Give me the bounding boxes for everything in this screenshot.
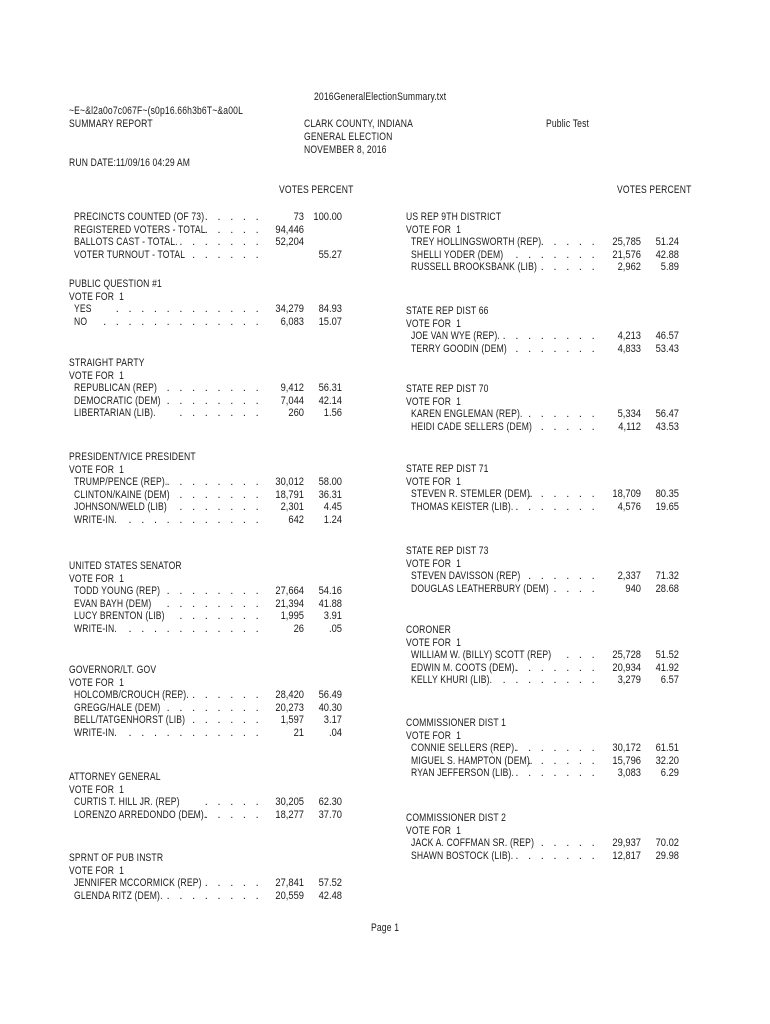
candidate-label: CLINTON/KAINE (DEM) [74, 488, 170, 501]
candidate-label: STEVEN DAVISSON (REP) [411, 570, 521, 583]
percent-value: 100.00 [313, 211, 342, 223]
candidate-label: JOHNSON/WELD (LIB) [74, 501, 167, 514]
leader-dots: . . . . . . . . . . . . [115, 303, 262, 316]
candidate-label: REPUBLICAN (REP) [74, 382, 158, 395]
leader-dots: . . . . . . . . [166, 889, 262, 902]
candidate-label: REGISTERED VOTERS - TOTAL [74, 223, 206, 236]
percent-value: 6.57 [660, 674, 679, 687]
votes-value: 20,559 [275, 889, 304, 902]
leader-dots: . . . . . . [528, 408, 598, 421]
candidate-label: WRITE-IN. [74, 514, 117, 526]
percent-value: 36.31 [318, 488, 342, 501]
votes-value: 18,791 [275, 488, 304, 501]
votes-value: 2,337 [617, 570, 641, 583]
vote-for-label: VOTE FOR 1 [406, 729, 462, 742]
percent-value: 1.56 [323, 407, 342, 420]
candidate-label: LIBERTARIAN (LIB). [74, 407, 156, 420]
leader-dots: . . . . . [540, 582, 598, 595]
right-column-headers: VOTES PERCENT [617, 184, 692, 196]
percent-value: 54.16 [318, 585, 342, 598]
election-name: GENERAL ELECTION [304, 131, 393, 143]
contest-title: US REP 9TH DISTRICT [406, 211, 502, 223]
votes-value: 30,205 [275, 796, 304, 809]
votes-value: 29,937 [612, 837, 641, 850]
leader-dots: . . . . . . . [515, 500, 598, 513]
leader-dots: . . . . . . . . [502, 674, 598, 687]
percent-value: .05 [328, 623, 342, 635]
leader-dots: . . . . . . [192, 808, 262, 821]
leader-dots: . . . . . . . . [166, 394, 262, 407]
percent-value: 29.98 [655, 849, 679, 862]
votes-value: 27,664 [275, 585, 304, 598]
candidate-label: JACK A. COFFMAN SR. (REP) [411, 837, 535, 850]
page-number: Page 1 [371, 922, 400, 934]
votes-value: 27,841 [275, 877, 304, 890]
contest-title: SPRNT OF PUB INSTR [69, 852, 164, 864]
candidate-label: JOE VAN WYE (REP). [411, 330, 500, 343]
candidate-label: EVAN BAYH (DEM) [74, 597, 152, 610]
vote-for-label: VOTE FOR 1 [406, 223, 462, 236]
votes-value: 9,412 [280, 382, 304, 395]
percent-value: 42.88 [655, 248, 679, 261]
candidate-label: TRUMP/PENCE (REP). [74, 476, 168, 489]
leader-dots: . . . . . . . [179, 501, 262, 514]
percent-value: 42.14 [318, 394, 342, 407]
candidate-label: WILLIAM W. (BILLY) SCOTT (REP) [411, 649, 552, 662]
leader-dots: . . . . . . [192, 248, 262, 261]
contest-title: COMMISSIONER DIST 2 [406, 812, 507, 824]
leader-dots: . . . . . . . . [166, 382, 262, 395]
leader-dots: . . . . . . . [179, 236, 262, 249]
candidate-label: MIGUEL S. HAMPTON (DEM). [411, 754, 533, 767]
votes-value: 25,728 [612, 649, 641, 662]
vote-for-label: VOTE FOR 1 [69, 864, 125, 877]
leader-dots: . . . . . . . [515, 742, 598, 755]
percent-value: 42.48 [318, 889, 342, 902]
votes-value: 28,420 [275, 689, 304, 702]
leader-dots: . . . . . . . [515, 849, 598, 862]
percent-value: 6.29 [660, 767, 679, 780]
contest-title: GOVERNOR/LT. GOV [69, 664, 157, 676]
candidate-label: LORENZO ARREDONDO (DEM). [74, 808, 207, 821]
votes-value: 15,796 [612, 754, 641, 767]
candidate-label: TREY HOLLINGSWORTH (REP) [411, 236, 542, 249]
leader-dots: . . . . . . . [179, 610, 262, 623]
candidate-label: HEIDI CADE SELLERS (DEM) [411, 420, 533, 433]
contest-title: STATE REP DIST 70 [406, 383, 489, 395]
candidate-label: BELL/TATGENHORST (LIB) [74, 714, 186, 727]
leader-dots: . . . . . . . . . . . [128, 727, 262, 739]
candidate-label: RYAN JEFFERSON (LIB). [411, 767, 515, 780]
vote-for-label: VOTE FOR 1 [406, 395, 462, 408]
candidate-label: THOMAS KEISTER (LIB). [411, 500, 514, 513]
contest-title: STATE REP DIST 66 [406, 305, 489, 317]
leader-dots: . . . . . . . [179, 488, 262, 501]
percent-value: 70.02 [655, 837, 679, 850]
left-column-headers: VOTES PERCENT [279, 184, 354, 196]
contest-title: PRESIDENT/VICE PRESIDENT [69, 451, 196, 463]
percent-value: 40.30 [318, 701, 342, 714]
votes-value: 26 [293, 623, 304, 635]
votes-value: 642 [288, 514, 304, 526]
percent-value: 55.27 [318, 248, 342, 261]
candidate-label: GREGG/HALE (DEM) [74, 701, 161, 714]
votes-value: 1,995 [280, 610, 304, 623]
vote-for-label: VOTE FOR 1 [406, 824, 462, 837]
candidate-label: CONNIE SELLERS (REP). [411, 742, 517, 755]
leader-dots: . . . . . . [528, 570, 598, 583]
percent-value: 71.32 [655, 570, 679, 583]
percent-value: 3.91 [323, 610, 342, 623]
leader-dots: . . . . . . . . [166, 597, 262, 610]
leader-dots: . . . . . . . [515, 342, 598, 355]
leader-dots: . . . . . . . [515, 248, 598, 261]
candidate-label: NO [74, 315, 88, 328]
candidate-label: GLENDA RITZ (DEM). [74, 889, 163, 902]
votes-value: 30,172 [612, 742, 641, 755]
leader-dots: . . . . . . . [515, 767, 598, 780]
votes-value: 12,817 [612, 849, 641, 862]
votes-value: 4,833 [617, 342, 641, 355]
candidate-label: EDWIN M. COOTS (DEM). [411, 661, 518, 674]
votes-value: 3,279 [617, 674, 641, 687]
votes-value: 18,709 [612, 488, 641, 501]
percent-value: 57.52 [318, 877, 342, 890]
votes-value: 20,273 [275, 701, 304, 714]
percent-value: 51.52 [655, 649, 679, 662]
candidate-label: TERRY GOODIN (DEM) [411, 342, 507, 355]
votes-value: 18,277 [275, 808, 304, 821]
percent-value: 5.89 [660, 261, 679, 274]
summary-report-label: SUMMARY REPORT [69, 118, 153, 130]
candidate-label: KELLY KHURI (LIB). [411, 674, 493, 687]
leader-dots: . . . . . . . . [166, 701, 262, 714]
votes-value: 4,576 [617, 500, 641, 513]
votes-value: 3,083 [617, 767, 641, 780]
contest-title: STRAIGHT PARTY [69, 357, 145, 369]
votes-value: 30,012 [275, 476, 304, 489]
candidate-label: WRITE-IN. [74, 623, 117, 635]
percent-value: 58.00 [318, 476, 342, 489]
votes-value: 2,301 [280, 501, 304, 514]
votes-value: 21 [293, 727, 304, 739]
votes-value: 21,394 [275, 597, 304, 610]
percent-value: 43.53 [655, 420, 679, 433]
leader-dots: . . . . . [540, 261, 598, 274]
candidate-label: PRECINCTS COUNTED (OF 73) [74, 211, 205, 223]
leader-dots: . . . . . . . . [166, 585, 262, 598]
percent-value: 84.93 [318, 303, 342, 316]
candidate-label: LUCY BRENTON (LIB) [74, 610, 165, 623]
votes-value: 5,334 [617, 408, 641, 421]
leader-dots: . . . . . [204, 796, 262, 809]
contest-title: UNITED STATES SENATOR [69, 560, 182, 572]
candidate-label: KAREN ENGLEMAN (REP). [411, 408, 523, 421]
candidate-label: WRITE-IN. [74, 727, 117, 739]
percent-value: 37.70 [318, 808, 342, 821]
leader-dots: . . . . . [204, 877, 262, 890]
votes-value: 52,204 [275, 236, 304, 249]
percent-value: 19.65 [655, 500, 679, 513]
percent-value: 28.68 [655, 582, 679, 595]
percent-value: 61.51 [655, 742, 679, 755]
contest-title: PUBLIC QUESTION #1 [69, 278, 162, 290]
percent-value: 46.57 [655, 330, 679, 343]
vote-for-label: VOTE FOR 1 [69, 572, 125, 585]
percent-value: 15.07 [318, 315, 342, 328]
candidate-label: SHELLI YODER (DEM) [411, 248, 504, 261]
county-name: CLARK COUNTY, INDIANA [304, 118, 413, 130]
leader-dots: . . . [566, 649, 598, 662]
election-date: NOVEMBER 8, 2016 [304, 144, 387, 156]
vote-for-label: VOTE FOR 1 [69, 290, 125, 303]
leader-dots: . . . . . . [528, 754, 598, 767]
percent-value: 80.35 [655, 488, 679, 501]
candidate-label: HOLCOMB/CROUCH (REP). [74, 689, 189, 702]
leader-dots: . . . . . . [528, 488, 598, 501]
contest-title: STATE REP DIST 71 [406, 463, 489, 475]
votes-value: 1,597 [280, 714, 304, 727]
percent-value: 3.17 [323, 714, 342, 727]
leader-dots: . . . . . . . . . . . [128, 623, 262, 635]
votes-value: 20,934 [612, 661, 641, 674]
percent-value: 32.20 [655, 754, 679, 767]
leader-dots: . . . . . . . . . . . . . [103, 315, 262, 328]
candidate-label: DEMOCRATIC (DEM) [74, 394, 161, 407]
file-title: 2016GeneralElectionSummary.txt [314, 91, 447, 103]
run-date: RUN DATE:11/09/16 04:29 AM [69, 157, 191, 169]
leader-dots: . . . . . [540, 837, 598, 850]
contest-title: COMMISSIONER DIST 1 [406, 717, 507, 729]
percent-value: 62.30 [318, 796, 342, 809]
candidate-label: STEVEN R. STEMLER (DEM). [411, 488, 533, 501]
vote-for-label: VOTE FOR 1 [406, 636, 462, 649]
candidate-label: BALLOTS CAST - TOTAL. [74, 236, 178, 249]
leader-dots: . . . . . . . . . . . [128, 514, 262, 526]
leader-dots: . . . . . . . . [502, 330, 598, 343]
vote-for-label: VOTE FOR 1 [406, 317, 462, 330]
candidate-label: TODD YOUNG (REP) [74, 585, 161, 598]
percent-value: 56.49 [318, 689, 342, 702]
vote-for-label: VOTE FOR 1 [69, 463, 125, 476]
percent-value: 53.43 [655, 342, 679, 355]
vote-for-label: VOTE FOR 1 [406, 557, 462, 570]
percent-value: 41.92 [655, 661, 679, 674]
candidate-label: DOUGLAS LEATHERBURY (DEM) [411, 582, 549, 595]
candidate-label: SHAWN BOSTOCK (LIB). [411, 849, 514, 862]
votes-value: 7,044 [280, 394, 304, 407]
candidate-label: RUSSELL BROOKSBANK (LIB) [411, 261, 537, 274]
percent-value: 4.45 [323, 501, 342, 514]
leader-dots: . . . . . . . [179, 407, 262, 420]
leader-dots: . . . . . [540, 420, 598, 433]
vote-for-label: VOTE FOR 1 [69, 783, 125, 796]
percent-value: .04 [328, 727, 342, 739]
votes-value: 21,576 [612, 248, 641, 261]
leader-dots: . . . . . [540, 236, 598, 249]
votes-value: 73 [293, 211, 304, 223]
contest-title: STATE REP DIST 73 [406, 545, 489, 557]
leader-dots: . . . . . [204, 211, 262, 223]
leader-dots: . . . . . . . [179, 689, 262, 702]
votes-value: 94,446 [275, 223, 304, 236]
percent-value: 56.47 [655, 408, 679, 421]
votes-value: 4,112 [618, 420, 641, 433]
vote-for-label: VOTE FOR 1 [69, 676, 125, 689]
votes-value: 2,962 [617, 261, 641, 274]
candidate-label: JENNIFER MCCORMICK (REP) [74, 877, 202, 890]
percent-value: 56.31 [318, 382, 342, 395]
percent-value: 41.88 [318, 597, 342, 610]
leader-dots: . . . . . . [192, 714, 262, 727]
contest-title: CORONER [406, 624, 451, 636]
leader-dots: . . . . . [204, 223, 262, 236]
candidate-label: VOTER TURNOUT - TOTAL [74, 248, 186, 261]
candidate-label: CURTIS T. HILL JR. (REP) [74, 796, 180, 809]
candidate-label: YES [74, 303, 92, 316]
votes-value: 4,213 [617, 330, 641, 343]
contest-title: ATTORNEY GENERAL [69, 771, 161, 783]
votes-value: 34,279 [275, 303, 304, 316]
votes-value: 25,785 [612, 236, 641, 249]
votes-value: 6,083 [280, 315, 304, 328]
leader-dots: . . . . . . . . [166, 476, 262, 489]
public-test-label: Public Test [546, 118, 590, 130]
leader-dots: . . . . . . . [515, 661, 598, 674]
votes-value: 940 [625, 582, 641, 595]
vote-for-label: VOTE FOR 1 [406, 475, 462, 488]
votes-value: 260 [288, 407, 304, 420]
printer-code-line: ~E~&l2a0o7c067F~(s0p16.66h3b6T~&a00L [69, 105, 244, 117]
percent-value: 1.24 [323, 514, 342, 526]
percent-value: 51.24 [655, 236, 679, 249]
vote-for-label: VOTE FOR 1 [69, 369, 125, 382]
